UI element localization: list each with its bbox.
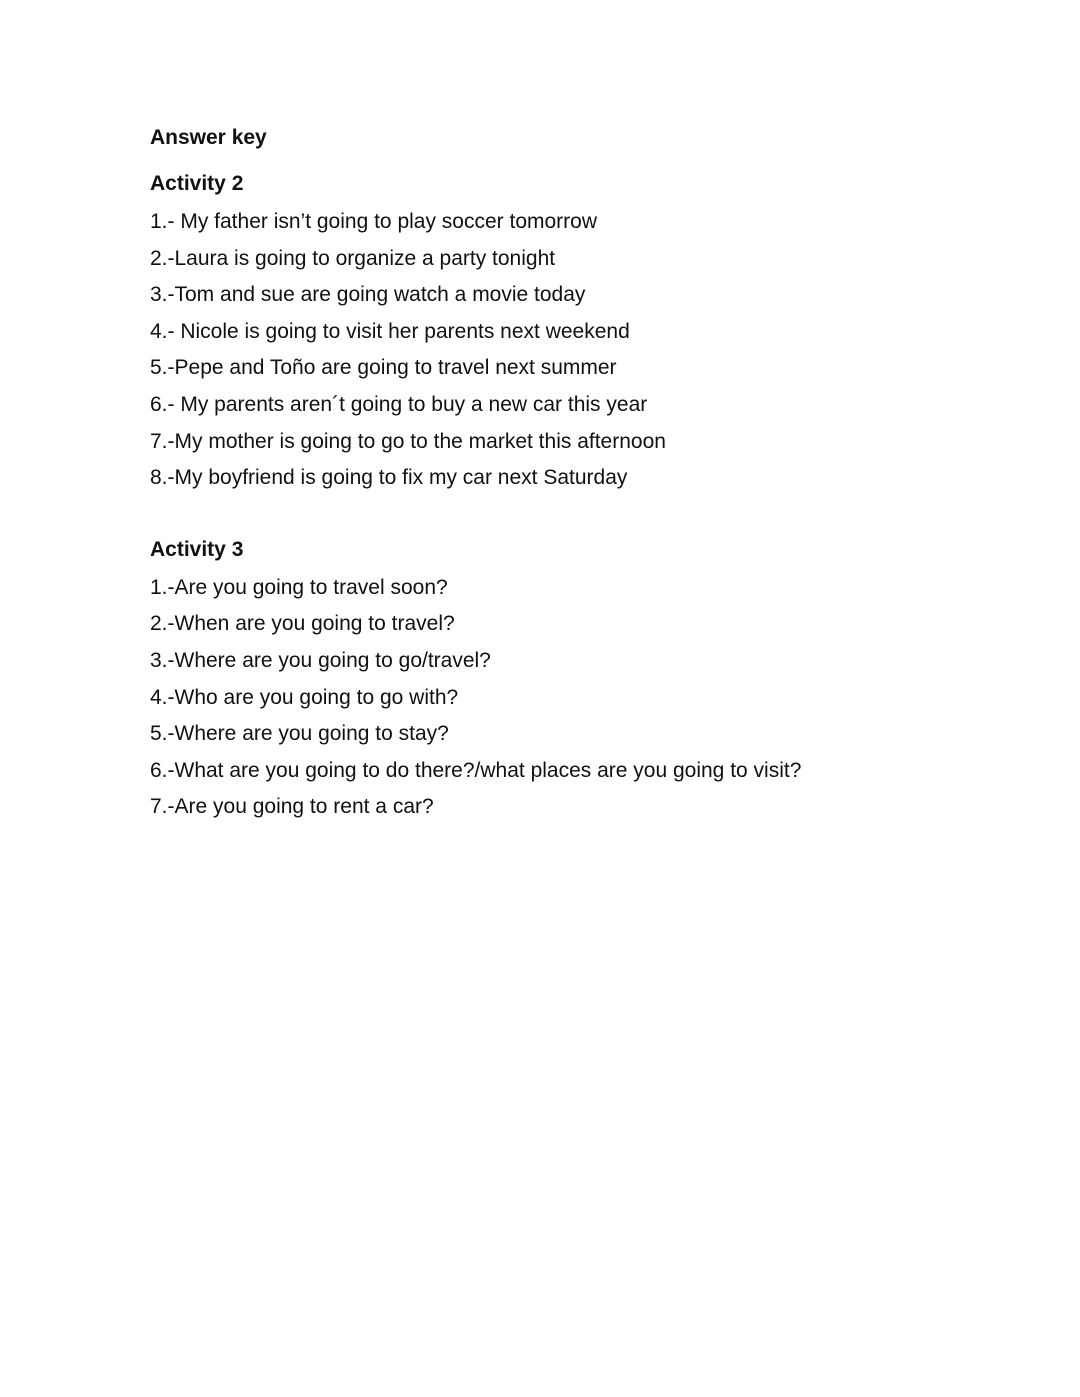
answer-item: 4.- Nicole is going to visit her parents next weekend [150, 319, 630, 343]
activity-2-heading: Activity 2 [150, 172, 244, 195]
answer-item: 7.-Are you going to rent a car? [150, 795, 434, 819]
answer-item: 6.-What are you going to do there?/what places are you going to visit? [150, 758, 802, 782]
answer-item: 1.-Are you going to travel soon? [150, 575, 448, 599]
answer-item: 5.-Where are you going to stay? [150, 722, 449, 746]
answer-item: 8.-My boyfriend is going to fix my car next Saturday [150, 466, 628, 490]
answer-item: 6.- My parents aren´t going to buy a new car this year [150, 392, 648, 416]
activity-3-section [150, 533, 1010, 826]
activity-2-section [150, 167, 1010, 497]
activity-3-answer-list [150, 570, 1010, 826]
answer-item: 4.-Who are you going to go with? [150, 685, 459, 709]
answer-item: 2.-When are you going to travel? [150, 612, 455, 636]
document-title: Answer key [150, 126, 267, 149]
section-spacer [150, 497, 1010, 533]
activity-3-heading: Activity 3 [150, 537, 244, 561]
answer-item: 3.-Where are you going to go/travel? [150, 648, 491, 672]
answer-item: 7.-My mother is going to go to the market this afternoon [150, 429, 666, 453]
document-content [150, 121, 1010, 826]
answer-item: 2.-Laura is going to organize a party tonight [150, 246, 556, 270]
answer-item: 3.-Tom and sue are going watch a movie today [150, 283, 586, 307]
activity-2-answer-list [150, 204, 1010, 497]
answer-item: 5.-Pepe and Toño are going to travel next summer [150, 356, 617, 380]
answer-item: 1.- My father isn’t going to play soccer tomorrow [150, 210, 598, 233]
